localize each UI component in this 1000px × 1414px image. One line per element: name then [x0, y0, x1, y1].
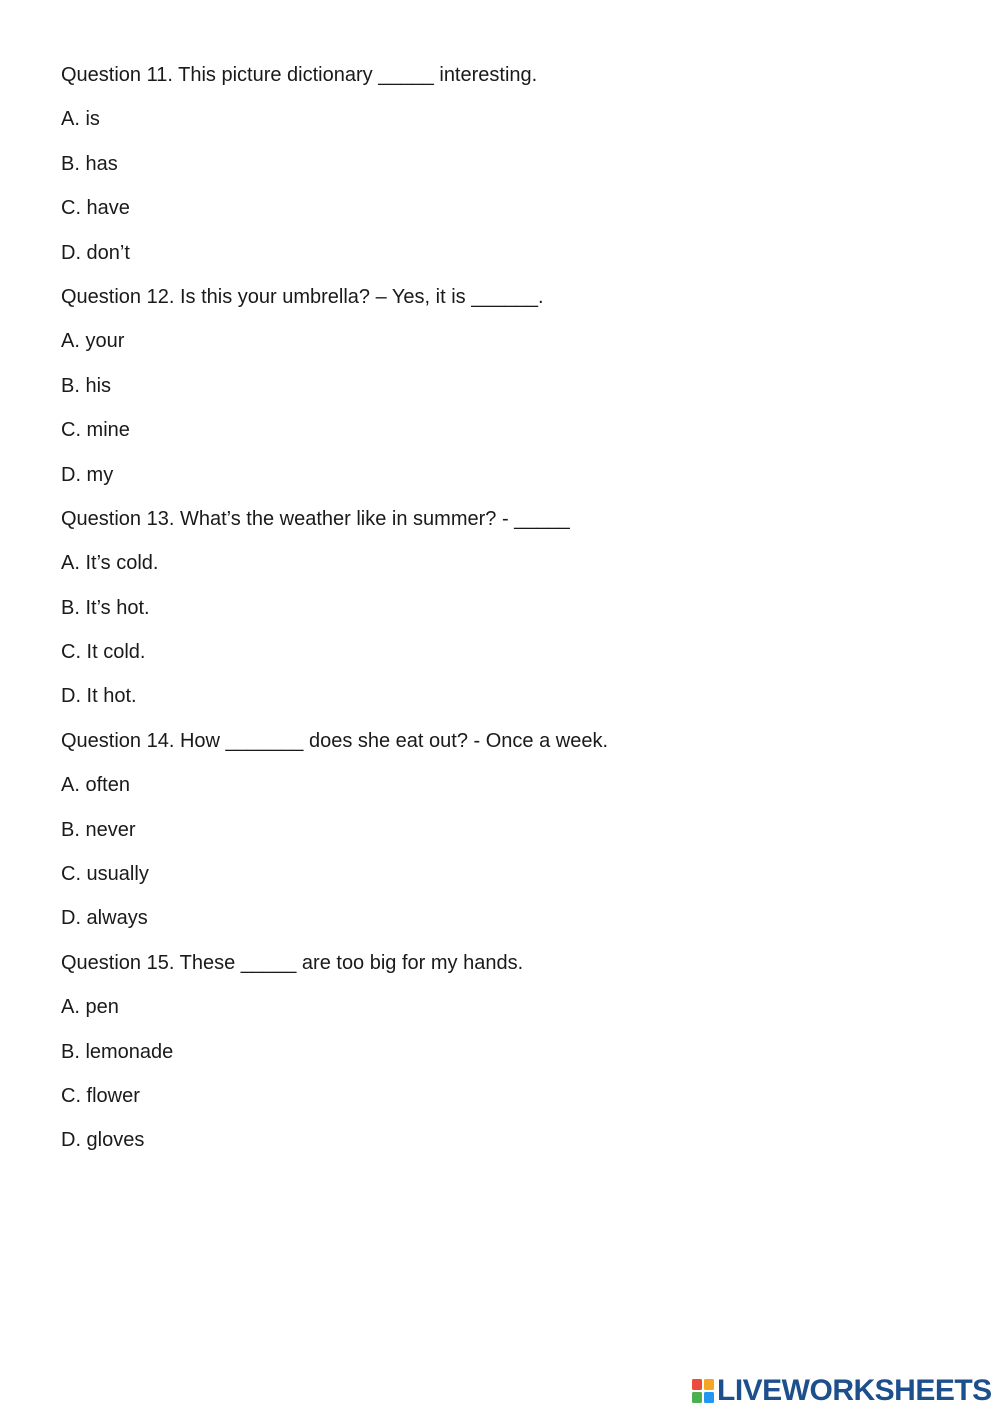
question-13: [61, 505, 961, 711]
answer-option-c[interactable]: C. usually: [61, 863, 149, 886]
answer-option-a[interactable]: A. pen: [61, 996, 119, 1019]
question-12: [61, 283, 961, 489]
answer-option-d[interactable]: D. It hot.: [61, 685, 137, 708]
answer-option-a[interactable]: A. is: [61, 108, 100, 131]
logo-text: LIVEWORKSHEETS: [717, 1374, 992, 1407]
answer-option-b[interactable]: B. lemonade: [61, 1040, 174, 1063]
answer-option-c[interactable]: C. have: [61, 197, 130, 220]
question-prompt: Question 14. How _______ does she eat out? - Once a week.: [61, 729, 609, 752]
worksheet: [61, 61, 961, 1171]
question-prompt: Question 11. This picture dictionary _____ interesting.: [61, 64, 538, 86]
question-15: [61, 949, 961, 1155]
question-prompt: Question 15. These _____ are too big for my hands.: [61, 951, 524, 974]
answer-option-b[interactable]: B. never: [61, 818, 136, 841]
question-11: [61, 61, 961, 267]
liveworksheets-logo: [692, 1374, 992, 1408]
answer-option-a[interactable]: A. often: [61, 774, 130, 797]
answer-option-d[interactable]: D. my: [61, 463, 114, 486]
answer-option-d[interactable]: D. gloves: [61, 1129, 145, 1152]
question-prompt: Question 13. What’s the weather like in summer? - _____: [61, 507, 570, 530]
answer-option-d[interactable]: D. don’t: [61, 241, 130, 264]
answer-option-a[interactable]: A. It’s cold.: [61, 552, 159, 575]
answer-option-d[interactable]: D. always: [61, 907, 148, 930]
question-14: [61, 727, 961, 933]
question-prompt: Question 12. Is this your umbrella? – Yes, it is ______.: [61, 285, 544, 308]
answer-option-c[interactable]: C. mine: [61, 419, 130, 442]
answer-option-a[interactable]: A. your: [61, 330, 125, 353]
answer-option-b[interactable]: B. It’s hot.: [61, 596, 150, 619]
liveworksheets-logo-icon: [692, 1379, 714, 1403]
answer-option-c[interactable]: C. flower: [61, 1084, 140, 1107]
answer-option-b[interactable]: B. has: [61, 152, 118, 175]
answer-option-c[interactable]: C. It cold.: [61, 641, 146, 664]
answer-option-b[interactable]: B. his: [61, 374, 112, 397]
